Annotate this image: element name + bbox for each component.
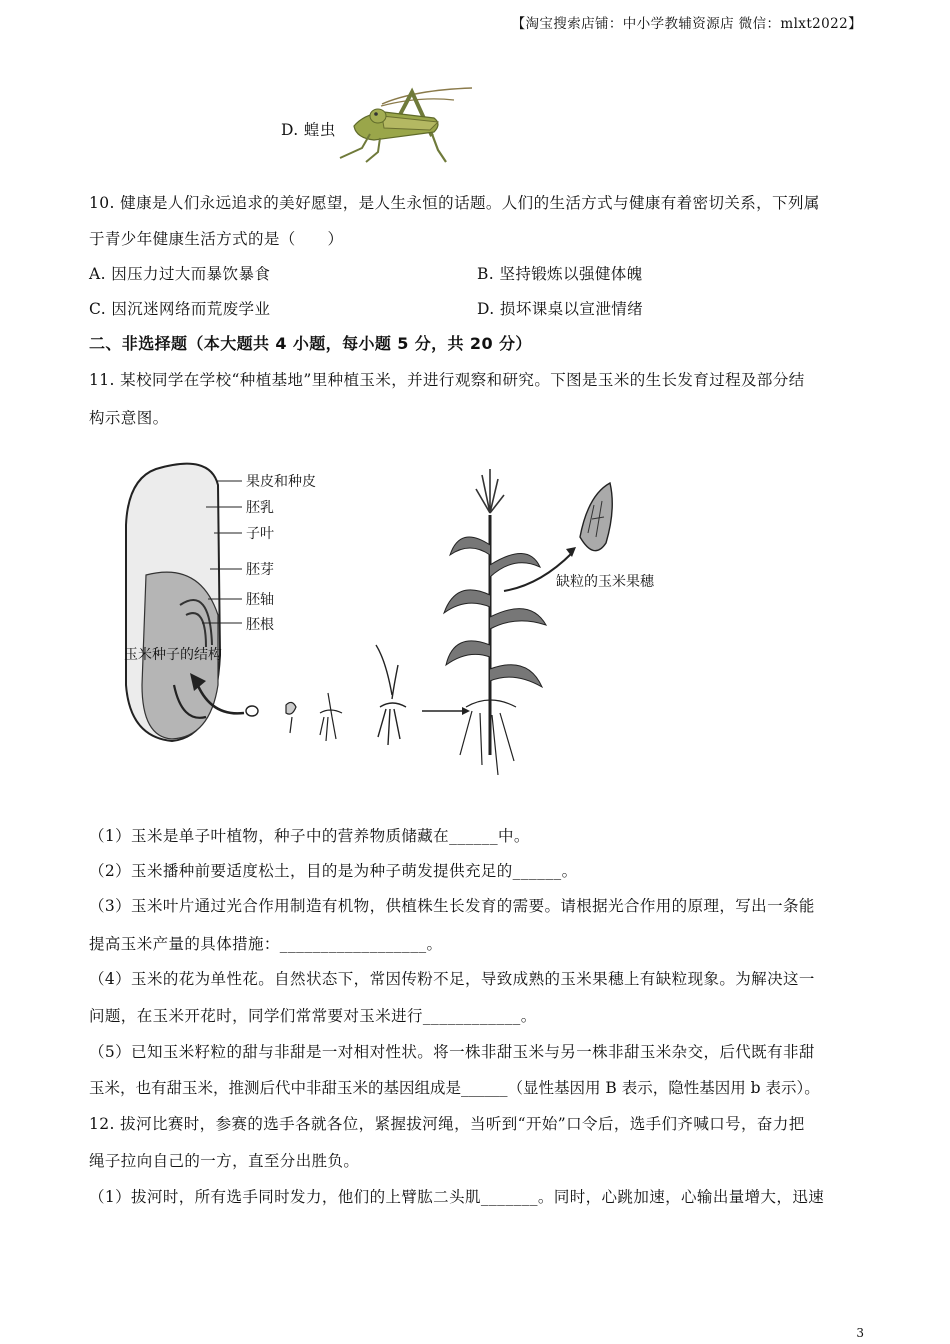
label-plumule: 胚芽 — [246, 562, 274, 578]
q11-sub3-line1: （3）玉米叶片通过光合作用制造有机物，供植株生长发育的需要。请根据光合作用的原理，写出一条能 — [89, 897, 815, 915]
q11-sub4-line1: （4）玉米的花为单性花。自然状态下，常因传粉不足，导致成熟的玉米果穗上有缺粒现象。为解决这一 — [89, 970, 815, 988]
label-pericarp: 果皮和种皮 — [246, 474, 316, 490]
q10-option-a: A. 因压力过大而暴饮暴食 — [89, 265, 271, 283]
q10-option-c: C. 因沉迷网络而荒废学业 — [89, 300, 271, 318]
page-number: 3 — [856, 1326, 864, 1340]
q11-stem-line2: 构示意图。 — [89, 409, 169, 427]
label-radicle: 胚根 — [246, 617, 274, 633]
section-2-title: 二、非选择题（本大题共 4 小题，每小题 5 分，共 20 分） — [89, 334, 532, 353]
q12-sub1-line1: （1）拔河时，所有选手同时发力，他们的上臂肱二头肌_______。同时，心跳加速，心输出量增大，迅速 — [89, 1188, 825, 1206]
page-header: 【淘宝搜索店铺：中小学教辅资源店 微信：mlxt2022】 — [511, 16, 862, 32]
q12-stem-line2: 绳子拉向自己的一方，直至分出胜负。 — [89, 1152, 360, 1170]
q11-sub1: （1）玉米是单子叶植物，种子中的营养物质储藏在______中。 — [89, 827, 530, 845]
label-hypocotyl: 胚轴 — [246, 592, 274, 608]
corn-growth-figure — [110, 455, 710, 785]
grasshopper-icon — [334, 86, 476, 166]
q11-sub5-line1: （5）已知玉米籽粒的甜与非甜是一对相对性状。将一株非甜玉米与另一株非甜玉米杂交，后代既有非甜 — [89, 1043, 815, 1061]
q10-stem-line1: 10. 健康是人们永远追求的美好愿望，是人生永恒的话题。人们的生活方式与健康有着密切关系，下列属 — [89, 194, 820, 212]
corn-ear-drawing — [580, 483, 612, 551]
q11-sub2: （2）玉米播种前要适度松土，目的是为种子萌发提供充足的______。 — [89, 862, 578, 880]
label-ear-caption: 缺粒的玉米果穗 — [556, 574, 654, 590]
q9-option-d: D. 蝗虫 — [281, 121, 336, 139]
label-cotyledon: 子叶 — [246, 526, 274, 542]
q10-stem-line2: 于青少年健康生活方式的是（ ） — [89, 230, 344, 248]
q12-stem-line1: 12. 拔河比赛时，参赛的选手各就各位，紧握拔河绳，当听到“开始”口令后，选手们齐喊口号，奋力把 — [89, 1115, 805, 1133]
q11-sub5-line2: 玉米，也有甜玉米，推测后代中非甜玉米的基因组成是______（显性基因用 B 表示，隐性基因用 b 表示）。 — [89, 1079, 820, 1097]
q10-option-d: D. 损坏课桌以宣泄情绪 — [477, 300, 644, 318]
q10-option-b: B. 坚持锻炼以强健体魄 — [477, 265, 643, 283]
label-seed-caption: 玉米种子的结构 — [124, 647, 222, 663]
label-endosperm: 胚乳 — [246, 500, 274, 516]
q11-stem-line1: 11. 某校同学在学校“种植基地”里种植玉米，并进行观察和研究。下图是玉米的生长发育过程及部分结 — [89, 371, 805, 389]
q11-sub4-line2: 问题，在玉米开花时，同学们常常要对玉米进行____________。 — [89, 1007, 537, 1025]
q11-sub3-line2: 提高玉米产量的具体措施：__________________。 — [89, 935, 443, 953]
